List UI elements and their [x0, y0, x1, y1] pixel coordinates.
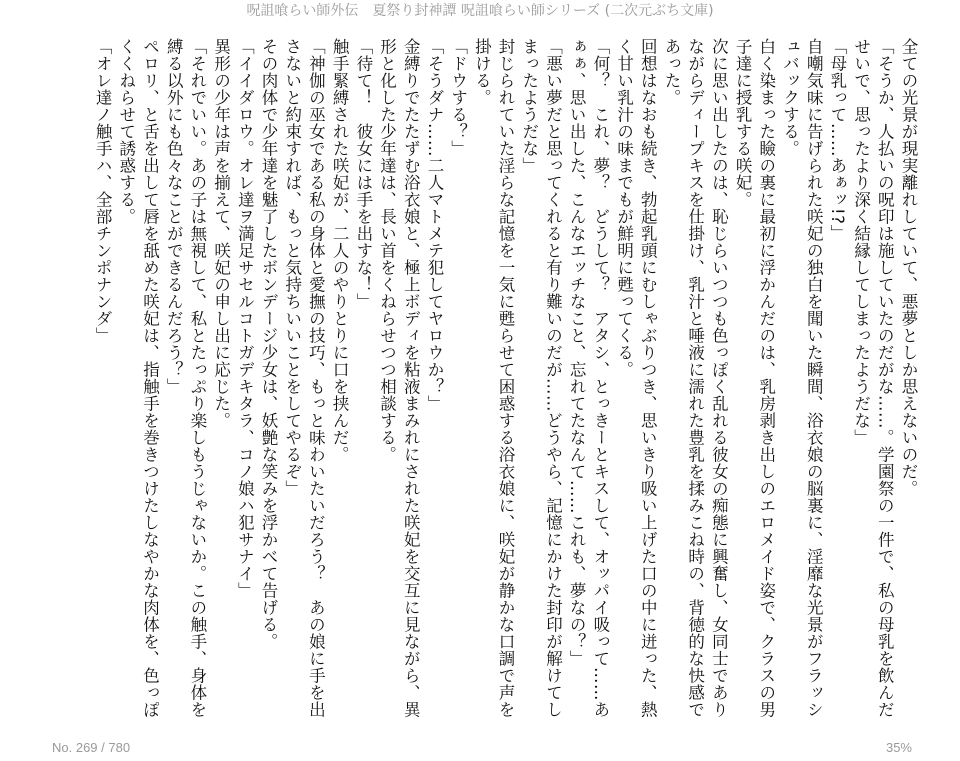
- paragraph: 次に思い出したのは、恥じらいつつも色っぽく乱れる彼女の痴態に興奮し、女同士でありながらディープキスを仕掛け、乳汁と唾液に濡れた豊乳を揉みこね時の、背徳的な快感であった。: [661, 38, 729, 718]
- paragraph: 「母乳って……あぁッ!?」: [827, 38, 847, 242]
- paragraph: 白く染まった瞼の裏に最初に浮かんだのは、乳房剥き出しのエロメイド姿で、クラスの男子達に授乳する咲妃。: [733, 38, 776, 718]
- paragraph: 「そうか、人払いの呪印は施していたのだがな……。学園祭の一件で、私の母乳を飲んだせいで、思ったより深く結縁してしまったようだな」: [851, 38, 895, 718]
- paragraph: 「オレ達ノ触手ハ、全部チンポナンダ」: [93, 38, 113, 344]
- paragraph: その肉体で少年達を魅了したボンデージ少女は、妖艶な笑みを浮かべて告げる。: [259, 38, 279, 650]
- page-content: [44, 38, 920, 720]
- paragraph: ペロリ、と舌を出して唇を舐めた咲妃は、指触手を巻きつけたしなやかな肉体を、色っぽくくねらせて誘惑する。: [116, 38, 160, 718]
- paragraph: 「そうダナ……二人マトメテ犯してヤロウか？」: [424, 38, 444, 412]
- paragraph: 封じられていた淫らな記憶を一気に甦らせて困惑する浴衣娘に、咲妃が静かな口調で声を掛ける。: [472, 38, 516, 718]
- progress-percent: 35%: [885, 740, 912, 755]
- paragraph: 「ドウする？」: [448, 38, 468, 157]
- paragraph: 「待て！ 彼女には手を出すな！」: [353, 38, 373, 310]
- book-title-header: 呪詛喰らい師外伝 夏祭り封神譚 呪詛喰らい師シリーズ (二次元ぶち文庫): [246, 3, 714, 19]
- paragraph: 回想はなおも続き、勃起乳頭にむしゃぶりつき、思いきり吸い上げた口の中に迸った、熱く甘い乳汁の味までもが鮮明に甦ってくる。: [614, 38, 658, 718]
- paragraph: 「何？ これ、夢？ どうして？ アタシ、とっきーとキスして、オッパイ吸って……あぁぁ、思い出した、こんなエッチなこと、忘れてたなんて……これも、夢なの？」: [567, 38, 610, 718]
- paragraph: 「それでいい。あの子は無視して、私とたっぷり楽しもうじゃないか。この触手、身体を縛る以外にも色々なことができるんだろう？」: [164, 38, 207, 718]
- paragraph: 異形の少年は声を揃えて、咲妃の申し出に応じた。: [211, 38, 231, 429]
- location-indicator: No. 269 / 780: [52, 740, 131, 755]
- paragraph: 金縛りでたたずむ浴衣娘と、極上ボディを粘液まみれにされた咲妃を交互に見ながら、異形と化した少年達は、長い首をくねらせつつ相談する。: [377, 38, 421, 718]
- paragraph: 「悪い夢だと思ってくれると有り難いのだが……どうやら、記憶にかけた封印が解けてしまったようだな」: [519, 38, 563, 718]
- paragraph: 全ての光景が現実離れしていて、悪夢としか思えないのだ。: [899, 38, 918, 497]
- paragraph: 「イイダロウ。オレ達ヲ満足サセルコトガデキタラ、コノ娘ハ犯サナイ」: [235, 38, 255, 599]
- paragraph: 触手緊縛された咲妃が、二人のやりとりに口を挟んだ。: [330, 38, 350, 463]
- paragraph: 自嘲気味に告げられた咲妃の独白を聞いた瞬間、浴衣娘の脳裏に、淫靡な光景がフラッシュバックする。: [780, 38, 824, 718]
- vertical-text-body: [44, 38, 920, 720]
- paragraph: 「神伽の巫女である私の身体と愛撫の技巧、もっと味わいたいだろう？ あの娘に手を出さないと約束すれば、もっと気持ちいいことをしてやるぞ」: [282, 38, 326, 718]
